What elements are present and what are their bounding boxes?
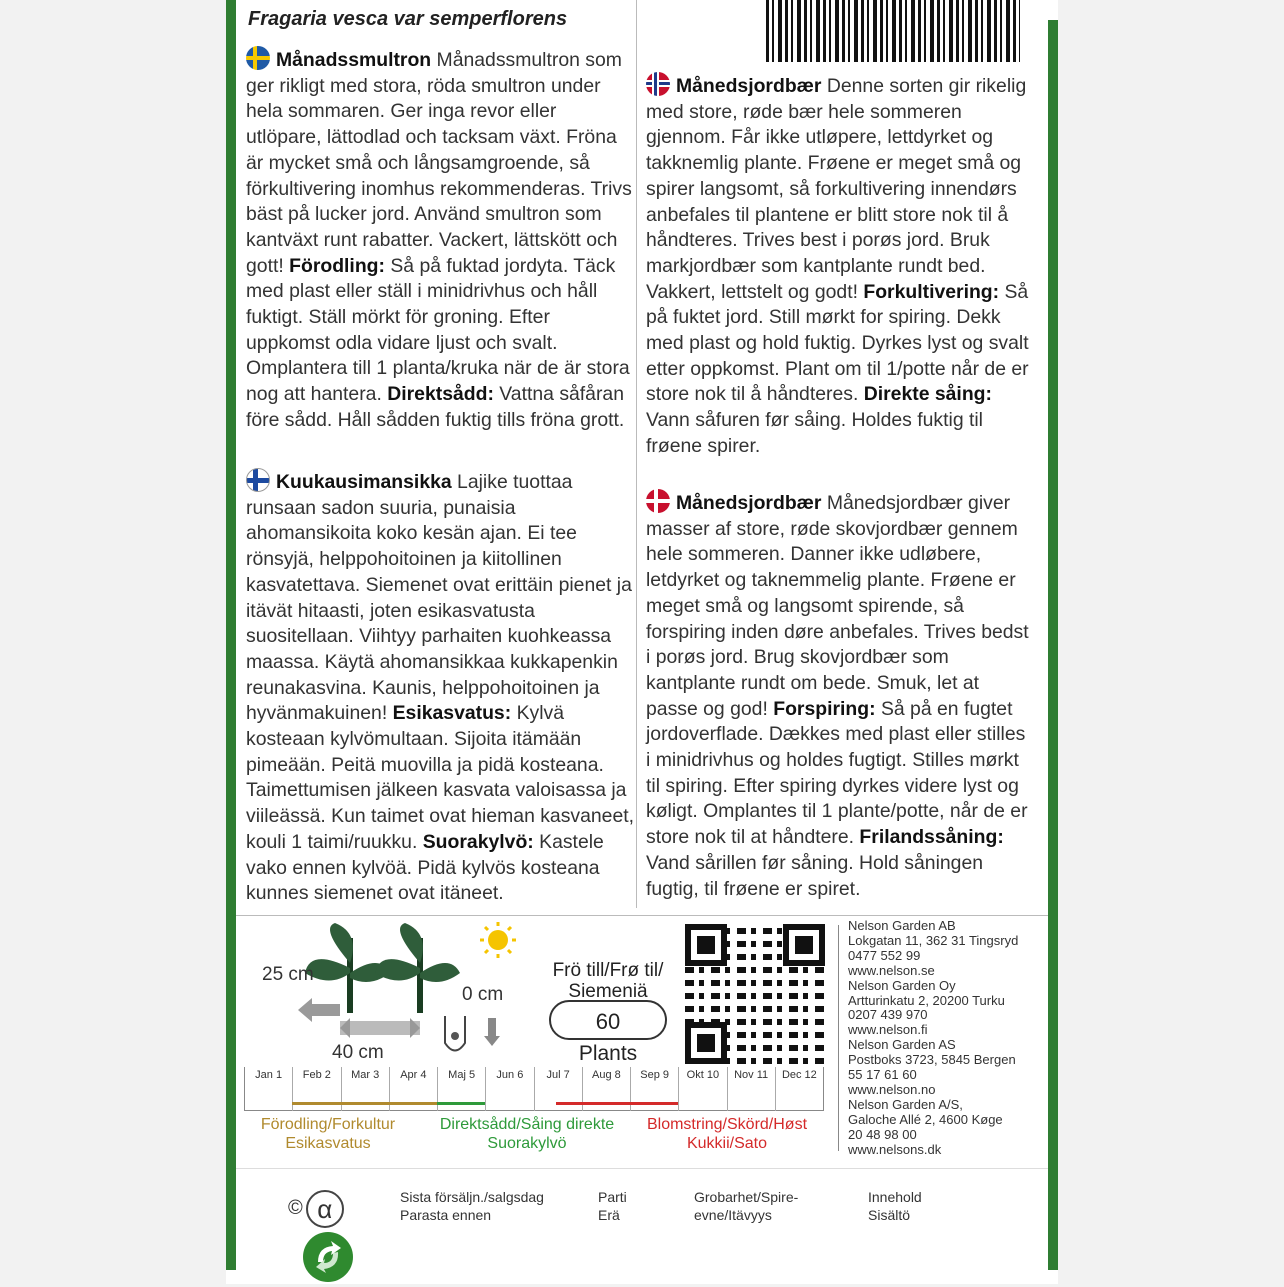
norwegian-text-indoor: Så på fuktet jord. Still mørkt for spiring. Dekk med plast og hold fuktig. Dyrkes lyst og svalt etter oppkomst. Plant om til 1/potte når de er store nok til å håndteres. — [646, 280, 1029, 406]
norwegian-section — [646, 72, 1032, 460]
danish-section — [646, 489, 1032, 902]
month-cell: Dec 12 — [781, 1069, 817, 1081]
seeds-label-line2: Siemeniä — [568, 981, 648, 1002]
footer-divider — [236, 1168, 1048, 1169]
danish-text-direct: Vand sårillen før såning. Hold såningen fugtig, til frøene er spiret. — [646, 851, 984, 900]
month-cell: Sep 9 — [631, 1067, 679, 1111]
indoor-sowing-period — [292, 1102, 437, 1105]
legend-indoor-line1: Förodling/Forkultur — [260, 1116, 396, 1133]
address-fi-phone: 0207 439 970 — [848, 1007, 928, 1023]
seed-icon — [451, 1032, 459, 1040]
month-cell: Apr 4 — [390, 1067, 438, 1111]
danish-text: Månedsjordbær giver masser af store, røde skovjordbær gennem hele sommeren. Danner ikke udløbere, letdyrket og taknemmelig plante. Frøene er meget små og langsomt spirende, så forspiring inden døre anbefales. Trives bedst i porøs jord. Brug skovjordbær som kantplante rundt om bede. Smuk, let at passe og god! — [646, 492, 1029, 720]
month-cell: Nov 11 — [728, 1067, 776, 1111]
address-dk-street: Galoche Allé 2, 4600 Køge — [848, 1111, 1003, 1127]
month-cell: Jun 6 — [486, 1067, 534, 1111]
spacing-arrow-icon — [340, 1021, 420, 1035]
seeds-label-line1: Frö till/Frø til/ — [552, 960, 664, 981]
green-edge-right — [1048, 20, 1058, 1270]
sweden-flag-icon — [246, 46, 270, 70]
column-divider — [636, 0, 637, 908]
month-cell: Jan 1 — [245, 1067, 293, 1111]
legend-flowering-line2: Kukkii/Sato — [686, 1135, 768, 1152]
swedish-text: Månadssmultron som ger rikligt med stora, röda smultron under hela sommaren. Ger inga revor eller utlöpare, lättodlad och tacksam växt. Fröna är mycket små och långsamgroende, så förkultivering inomhus rekommenderas. Trivs bäst på lucker jord. Använd smultron som kantväxt runt rabatter. Vackert, lättskött och gott! — [246, 49, 632, 277]
address-no-name: Nelson Garden AS — [848, 1037, 956, 1053]
legend-indoor — [246, 1115, 410, 1153]
address-no-street: Postboks 3723, 5845 Bergen — [848, 1052, 1016, 1068]
barcode — [766, 0, 1020, 62]
address-se-phone: 0477 552 99 — [848, 947, 921, 963]
section-divider — [236, 915, 1048, 916]
germination-label — [694, 1188, 798, 1224]
sell-by-line2: Parasta ennen — [400, 1207, 492, 1223]
batch-label — [598, 1188, 627, 1224]
swedish-text-indoor: Så på fuktad jordyta. Täck med plast eller ställ i minidrivhus och håll fuktigt. Ställ mörkt för groning. Efter uppkomst odla vidare ljust och svalt. Omplantera till 1 planta/kruka när de är stora nog att hantera. — [246, 254, 630, 406]
danish-text-indoor: Så på en fugtet jordoverflade. Dækkes med plast eller stilles i minidrivhus og holdes fugtigt. Stilles mørkt til spiring. Efter spiring dyrkes videre lyst og køligt. Omplantes til 1 plante/potte, når de er store nok til at håndtere. — [646, 697, 1028, 849]
norwegian-text-direct: Vann såfuren før såing. Holdes fuktig til frøene spirer. — [646, 409, 983, 457]
legend-indoor-line2: Esikasvatus — [285, 1135, 371, 1152]
flowering-period — [556, 1102, 678, 1105]
content-line1: Innehold — [868, 1189, 922, 1205]
finland-flag-icon — [246, 468, 270, 492]
address-se-web: www.nelson.se — [848, 962, 935, 978]
address-se-street: Lokgatan 11, 362 31 Tingsryd — [848, 932, 1019, 948]
batch-line1: Parti — [598, 1189, 627, 1205]
depth-arrow-icon — [488, 1018, 496, 1036]
plant-icon — [375, 923, 460, 1013]
spacing-label: 40 cm — [332, 1042, 384, 1063]
sell-by-label — [400, 1188, 544, 1224]
legend-direct-line1: Direktsådd/Såing direkte — [439, 1116, 615, 1133]
qr-finder-icon — [685, 1022, 727, 1064]
address-no-web: www.nelson.no — [848, 1081, 936, 1097]
finnish-section — [246, 468, 636, 907]
finnish-label-direct: Suorakylvö: — [422, 830, 534, 853]
month-cell: Maj 5 — [438, 1067, 486, 1111]
finnish-label-indoor: Esikasvatus: — [392, 702, 512, 725]
legend-flowering-line1: Blomstring/Skörd/Høst — [646, 1116, 808, 1133]
norwegian-title: Månedsjordbær — [676, 75, 822, 97]
company-addresses — [848, 919, 1018, 1158]
address-fi-name: Nelson Garden Oy — [848, 977, 956, 993]
legend-direct — [424, 1115, 630, 1153]
content-line2: Sisältö — [868, 1207, 911, 1223]
address-dk-name: Nelson Garden A/S, — [848, 1096, 963, 1112]
address-dk-phone: 20 48 98 00 — [848, 1126, 917, 1142]
month-cell: Okt 10 — [679, 1067, 727, 1111]
norwegian-text: Denne sorten gir rikelig med store, røde bær hele sommeren gjennom. Får ikke utløpere, lettdyrket og takknemlig plante. Frøene er meget små og spirer langsomt, så forkultivering innendørs anbefales til plantene er blitt store nok til å håndteres. Trives best i porøs jord. Bruk markjordbær som kantplante rundt bed. Vakkert, lettstelt og godt! — [646, 75, 1027, 303]
depth-label: 0 cm — [462, 984, 504, 1005]
month-cell: Aug 8 — [583, 1067, 631, 1111]
copyright-icon: © — [288, 1197, 303, 1219]
danish-title: Månedsjordbær — [676, 492, 822, 514]
address-se-name: Nelson Garden AB — [848, 918, 956, 933]
danish-label-indoor: Forspiring: — [773, 697, 876, 720]
seeds-label — [546, 960, 670, 1002]
recycle-icon — [303, 1232, 353, 1282]
sun-icon — [480, 922, 516, 958]
swedish-label-direct: Direktsådd: — [387, 383, 494, 406]
germination-line1: Grobarhet/Spire- — [694, 1189, 799, 1205]
qr-code — [685, 924, 825, 1064]
seeds-unit: Plants — [578, 1042, 638, 1065]
denmark-flag-icon — [646, 489, 670, 513]
legend-flowering — [636, 1115, 818, 1153]
swedish-section — [246, 46, 636, 434]
norwegian-label-direct: Direkte såing: — [863, 383, 992, 406]
finnish-text: Lajike tuottaa runsaan sadon suuria, punaisia ahomansikoita koko kesän ajan. Ei tee rönsyjä, helppohoitoinen ja kiitollinen kasvatettava. Siemenet ovat erittäin pienet ja itävät hitaasti, joten esikasvatusta suositellaan. Viihtyy parhaiten kuohkeassa maassa. Käytä ahomansikkaa kukkapenkin reunakasvina. Kaunis, helppohoitoinen ja hyvänmakuinen! — [246, 471, 632, 725]
month-cell: Jul 7 — [535, 1067, 583, 1111]
alpha-icon: α — [306, 1190, 344, 1228]
sell-by-line1: Sista försäljn./salgsdag — [400, 1189, 544, 1205]
finnish-title: Kuukausimansikka — [276, 471, 452, 493]
address-fi-street: Artturinkatu 2, 20200 Turku — [848, 992, 1005, 1008]
norway-flag-icon — [646, 72, 670, 96]
content-label — [868, 1188, 922, 1224]
seeds-count: 60 — [549, 1000, 667, 1040]
finnish-text-indoor: Kylvä kosteaan kylvömultaan. Sijoita itämään pimeään. Peitä muovilla ja pidä kosteana. Taimettumisen jälkeen kasvata valoisassa ja viileässä. Kun taimet ovat hieman kasvaneet, kouli 1 taimi/ruukku. — [246, 702, 635, 853]
symbols — [288, 1190, 344, 1228]
address-dk-web: www.nelsons.dk — [848, 1141, 942, 1157]
norwegian-label-indoor: Forkultivering: — [863, 280, 1000, 303]
qr-finder-icon — [783, 924, 825, 966]
swedish-label-indoor: Förodling: — [289, 254, 385, 277]
month-cell: Feb 2 — [293, 1067, 341, 1111]
month-cell: Mar 3 — [342, 1067, 390, 1111]
address-no-phone: 55 17 61 60 — [848, 1067, 917, 1083]
address-fi-web: www.nelson.fi — [848, 1022, 928, 1038]
height-arrow-icon — [298, 998, 340, 1022]
germination-line2: evne/Itävyys — [694, 1207, 772, 1223]
swedish-text-direct: Vattna såfåran före sådd. Håll sådden fuktig tills fröna grott. — [246, 383, 625, 431]
address-divider — [838, 925, 839, 1151]
height-label: 25 cm — [262, 964, 314, 985]
green-edge-left — [226, 0, 236, 1270]
danish-label-direct: Frilandssåning: — [859, 826, 1004, 849]
finnish-text-direct: Kastele vako ennen kylvöä. Pidä kylvös kosteana kunnes siemenet ovat itäneet. — [246, 830, 604, 905]
direct-sowing-period — [437, 1102, 485, 1105]
swedish-title: Månadssmultron — [276, 49, 432, 71]
legend-direct-line2: Suorakylvö — [487, 1135, 567, 1152]
latin-name: Fragaria vesca var semperflorens — [248, 8, 568, 30]
qr-finder-icon — [685, 924, 727, 966]
batch-line2: Erä — [598, 1207, 620, 1223]
